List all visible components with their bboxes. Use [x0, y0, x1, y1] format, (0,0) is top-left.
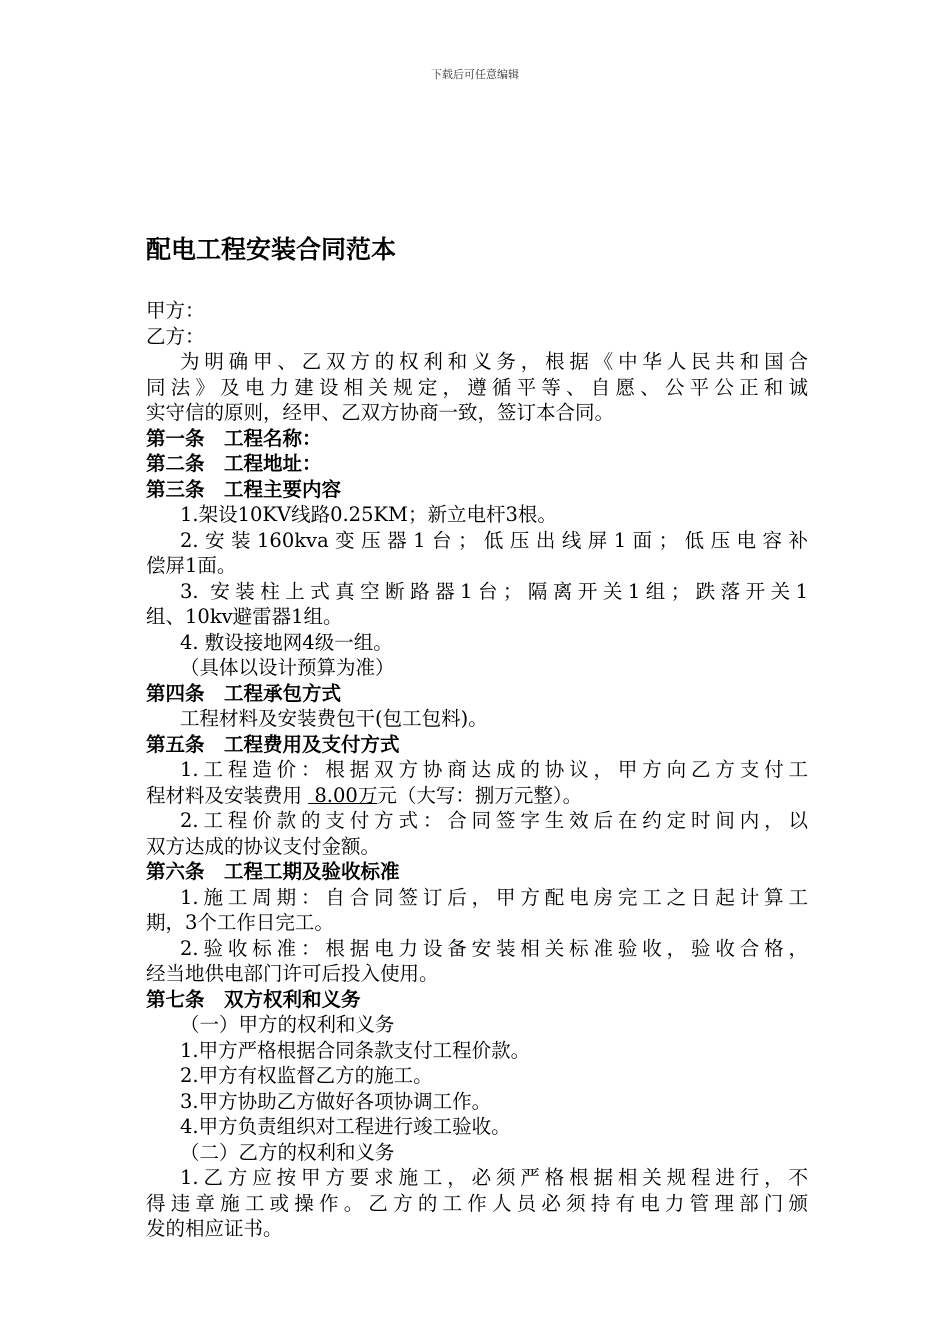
article-7-party-b-item-1-line-2: 得违章施工或操作。乙方的工作人员必须持有电力管理部门颁 [146, 1191, 808, 1215]
article-7-party-a-item-3: 3.甲方协助乙方做好各项协调工作。 [180, 1089, 492, 1113]
article-6-item-1-line-2: 期，3个工作日完工。 [146, 911, 334, 934]
article-4-heading: 第四条 工程承包方式 [146, 681, 342, 705]
article-3-item-3-line-2: 组、10kv避雷器1组。 [146, 605, 343, 628]
article-5-fee-words: 元（大写：捌万元整）。 [377, 783, 583, 807]
contract-body [146, 298, 808, 1242]
article-3-item-1: 1.架设10KV线路0.25KM；新立电杆3根。 [180, 503, 557, 526]
article-7-heading: 第七条 双方权利和义务 [146, 987, 361, 1011]
article-3-note: （具体以设计预算为准） [180, 656, 395, 679]
article-6-item-2-line-2: 经当地供电部门许可后投入使用。 [146, 962, 439, 985]
article-3-item-3-line-1: 3. 安装柱上式真空断路器1台；隔离开关1组；跌落开关1 [180, 579, 808, 603]
party-a-line: 甲方： [146, 299, 205, 322]
article-2-heading: 第二条 工程地址： [146, 452, 322, 475]
intro-line-1: 为明确甲、乙双方的权利和义务，根据《中华人民共和国合 [180, 350, 808, 373]
article-7-party-a-item-1: 1.甲方严格根据合同条款支付工程价款。 [180, 1038, 531, 1062]
article-7-party-b-item-1-line-1: 1.乙方应按甲方要求施工，必须严格根据相关规程进行，不 [180, 1166, 808, 1189]
document-title: 配电工程安装合同范本 [146, 235, 397, 264]
article-6-item-2-line-1: 2.验收标准：根据电力设备安装相关标准验收，验收合格， [180, 936, 808, 960]
article-4-text: 工程材料及安装费包干(包工包料)。 [180, 707, 488, 730]
intro-line-2: 同法》及电力建设相关规定，遵循平等、自愿、公平公正和诚 [146, 375, 808, 399]
article-7-party-b-subheading: （二）乙方的权利和义务 [180, 1140, 395, 1164]
intro-line-3: 实守信的原则，经甲、乙双方协商一致，签订本合同。 [146, 401, 615, 424]
article-5-fee-amount: 8.00万 [308, 783, 378, 807]
article-7-party-a-subheading: （一）甲方的权利和义务 [180, 1013, 395, 1036]
article-5-item-2-line-2: 双方达成的协议支付金额。 [146, 834, 381, 858]
party-b-line: 乙方： [146, 324, 205, 348]
article-7-party-a-item-4: 4.甲方负责组织对工程进行竣工验收。 [180, 1115, 511, 1138]
article-5-item-1-line-1: 1.工程造价：根据双方协商达成的协议，甲方向乙方支付工 [180, 758, 808, 781]
article-7-party-b-item-1-line-3: 发的相应证书。 [146, 1217, 283, 1240]
article-5-item-1-line-2 [146, 783, 808, 809]
article-6-heading: 第六条 工程工期及验收标准 [146, 860, 400, 883]
article-3-item-2-line-1: 2.安装160kva变压器1台；低压出线屏1面；低压电容补 [180, 528, 808, 552]
article-5-fee-label: 程材料及安装费用 [146, 783, 309, 807]
article-3-heading: 第三条 工程主要内容 [146, 477, 342, 501]
article-5-heading: 第五条 工程费用及支付方式 [146, 732, 400, 756]
article-1-heading: 第一条 工程名称： [146, 426, 322, 450]
article-3-item-2-line-2: 偿屏1面。 [146, 554, 237, 577]
article-5-item-2-line-1: 2.工程价款的支付方式：合同签字生效后在约定时间内，以 [180, 809, 808, 832]
page-header-note: 下载后可任意编辑 [431, 68, 519, 81]
article-7-party-a-item-2: 2.甲方有权监督乙方的施工。 [180, 1064, 433, 1087]
article-6-item-1-line-1: 1.施工周期：自合同签订后，甲方配电房完工之日起计算工 [180, 885, 808, 909]
article-3-item-4: 4. 敷设接地网4级一组。 [180, 630, 393, 654]
